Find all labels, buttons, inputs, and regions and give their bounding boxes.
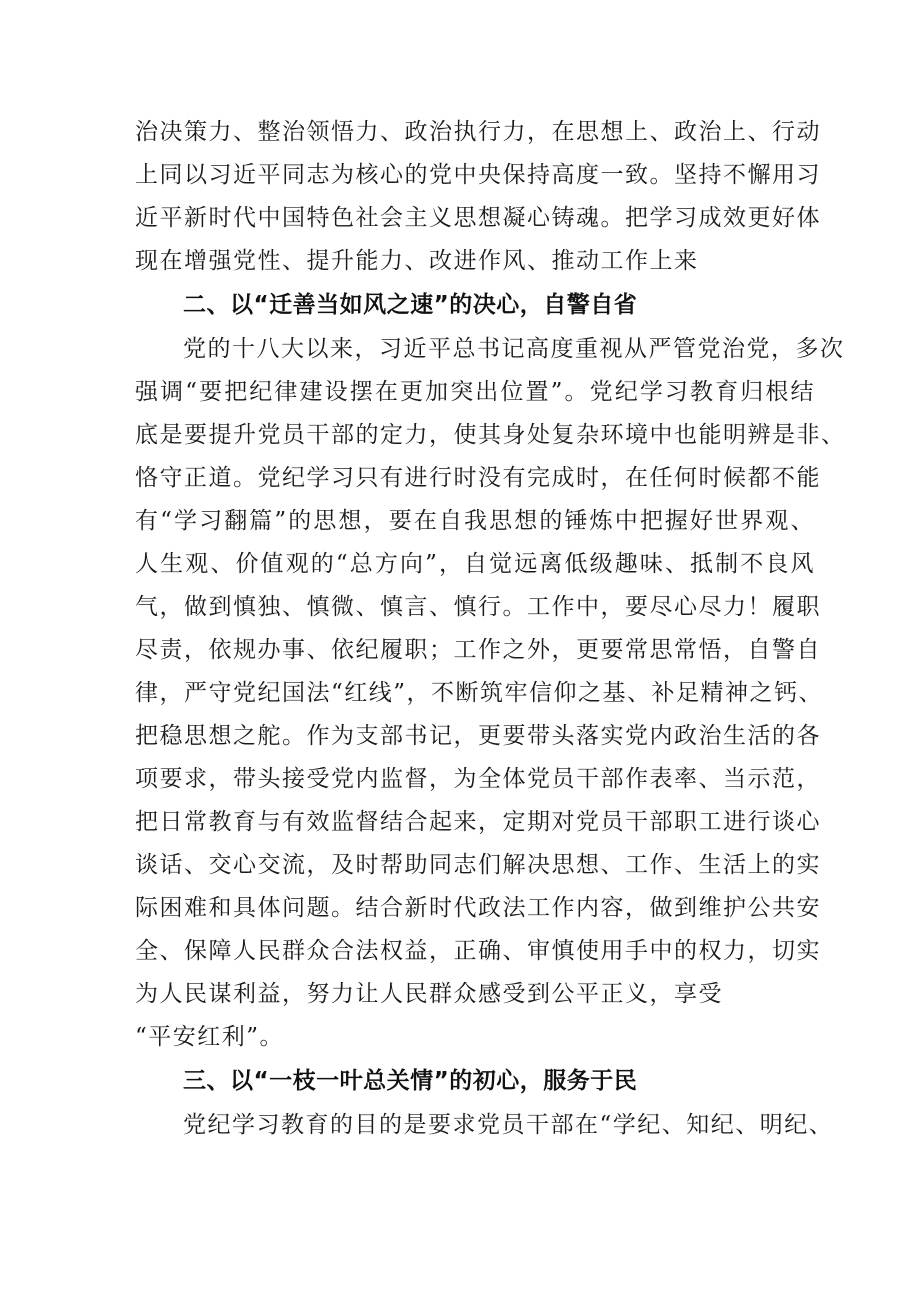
paragraph-2-line-8: 尽责，依规办事、依纪履职；工作之外，更要常思常悟，自警自	[135, 637, 821, 663]
section-heading-3: 三、以“一枝一叶总关情”的初心，服务于民	[183, 1068, 638, 1094]
paragraph-2-line-15: 全、保障人民群众合法权益，正确、审慎使用手中的权力，切实	[135, 938, 821, 964]
paragraph-2-line-2: 强调“要把纪律建设摆在更加突出位置”。党纪学习教育归根结	[135, 379, 815, 405]
paragraph-2-line-12: 把日常教育与有效监督结合起来，定期对党员干部职工进行谈心	[135, 809, 821, 835]
paragraph-2-line-1: 党的十八大以来，习近平总书记高度重视从严管党治党，多次	[183, 336, 845, 362]
paragraph-2-line-7: 气，做到慎独、慎微、慎言、慎行。工作中，要尽心尽力！履职	[135, 594, 821, 620]
paragraph-1-line-2: 上同以习近平同志为核心的党中央保持高度一致。坚持不懈用习	[135, 162, 821, 188]
paragraph-2-line-13: 谈话、交心交流，及时帮助同志们解决思想、工作、生活上的实	[135, 852, 821, 878]
section-heading-2: 二、以“迁善当如风之速”的决心，自警自省	[183, 292, 638, 318]
paragraph-3-line-1: 党纪学习教育的目的是要求党员干部在“学纪、知纪、明纪、	[183, 1112, 834, 1138]
paragraph-2-line-11: 项要求，带头接受党内监督，为全体党员干部作表率、当示范，	[135, 766, 821, 792]
paragraph-2-line-9: 律，严守党纪国法“红线”，不断筑牢信仰之基、补足精神之钙、	[135, 680, 824, 706]
paragraph-1-line-3: 近平新时代中国特色社会主义思想凝心铸魂。把学习成效更好体	[135, 205, 821, 231]
paragraph-2-line-3: 底是要提升党员干部的定力，使其身处复杂环境中也能明辨是非、	[135, 422, 846, 448]
paragraph-1-line-1: 治决策力、整治领悟力、政治执行力，在思想上、政治上、行动	[135, 119, 821, 145]
paragraph-2-line-10: 把稳思想之舵。作为支部书记，更要带头落实党内政治生活的各	[135, 723, 821, 749]
paragraph-2-line-5: 有“学习翻篇”的思想，要在自我思想的锤炼中把握好世界观、	[135, 508, 815, 534]
paragraph-2-line-4: 恪守正道。党纪学习只有进行时没有完成时，在任何时候都不能	[135, 465, 821, 491]
paragraph-2-line-16: 为人民谋利益，努力让人民群众感受到公平正义，享受	[135, 981, 723, 1007]
paragraph-1-line-4: 现在增强党性、提升能力、改进作风、推动工作上来	[135, 248, 699, 274]
paragraph-2-line-17: “平安红利”。	[135, 1024, 285, 1050]
paragraph-2-line-6: 人生观、价值观的“总方向”，自觉远离低级趣味、抵制不良风	[135, 551, 815, 577]
paragraph-2-line-14: 际困难和具体问题。结合新时代政法工作内容，做到维护公共安	[135, 895, 821, 921]
